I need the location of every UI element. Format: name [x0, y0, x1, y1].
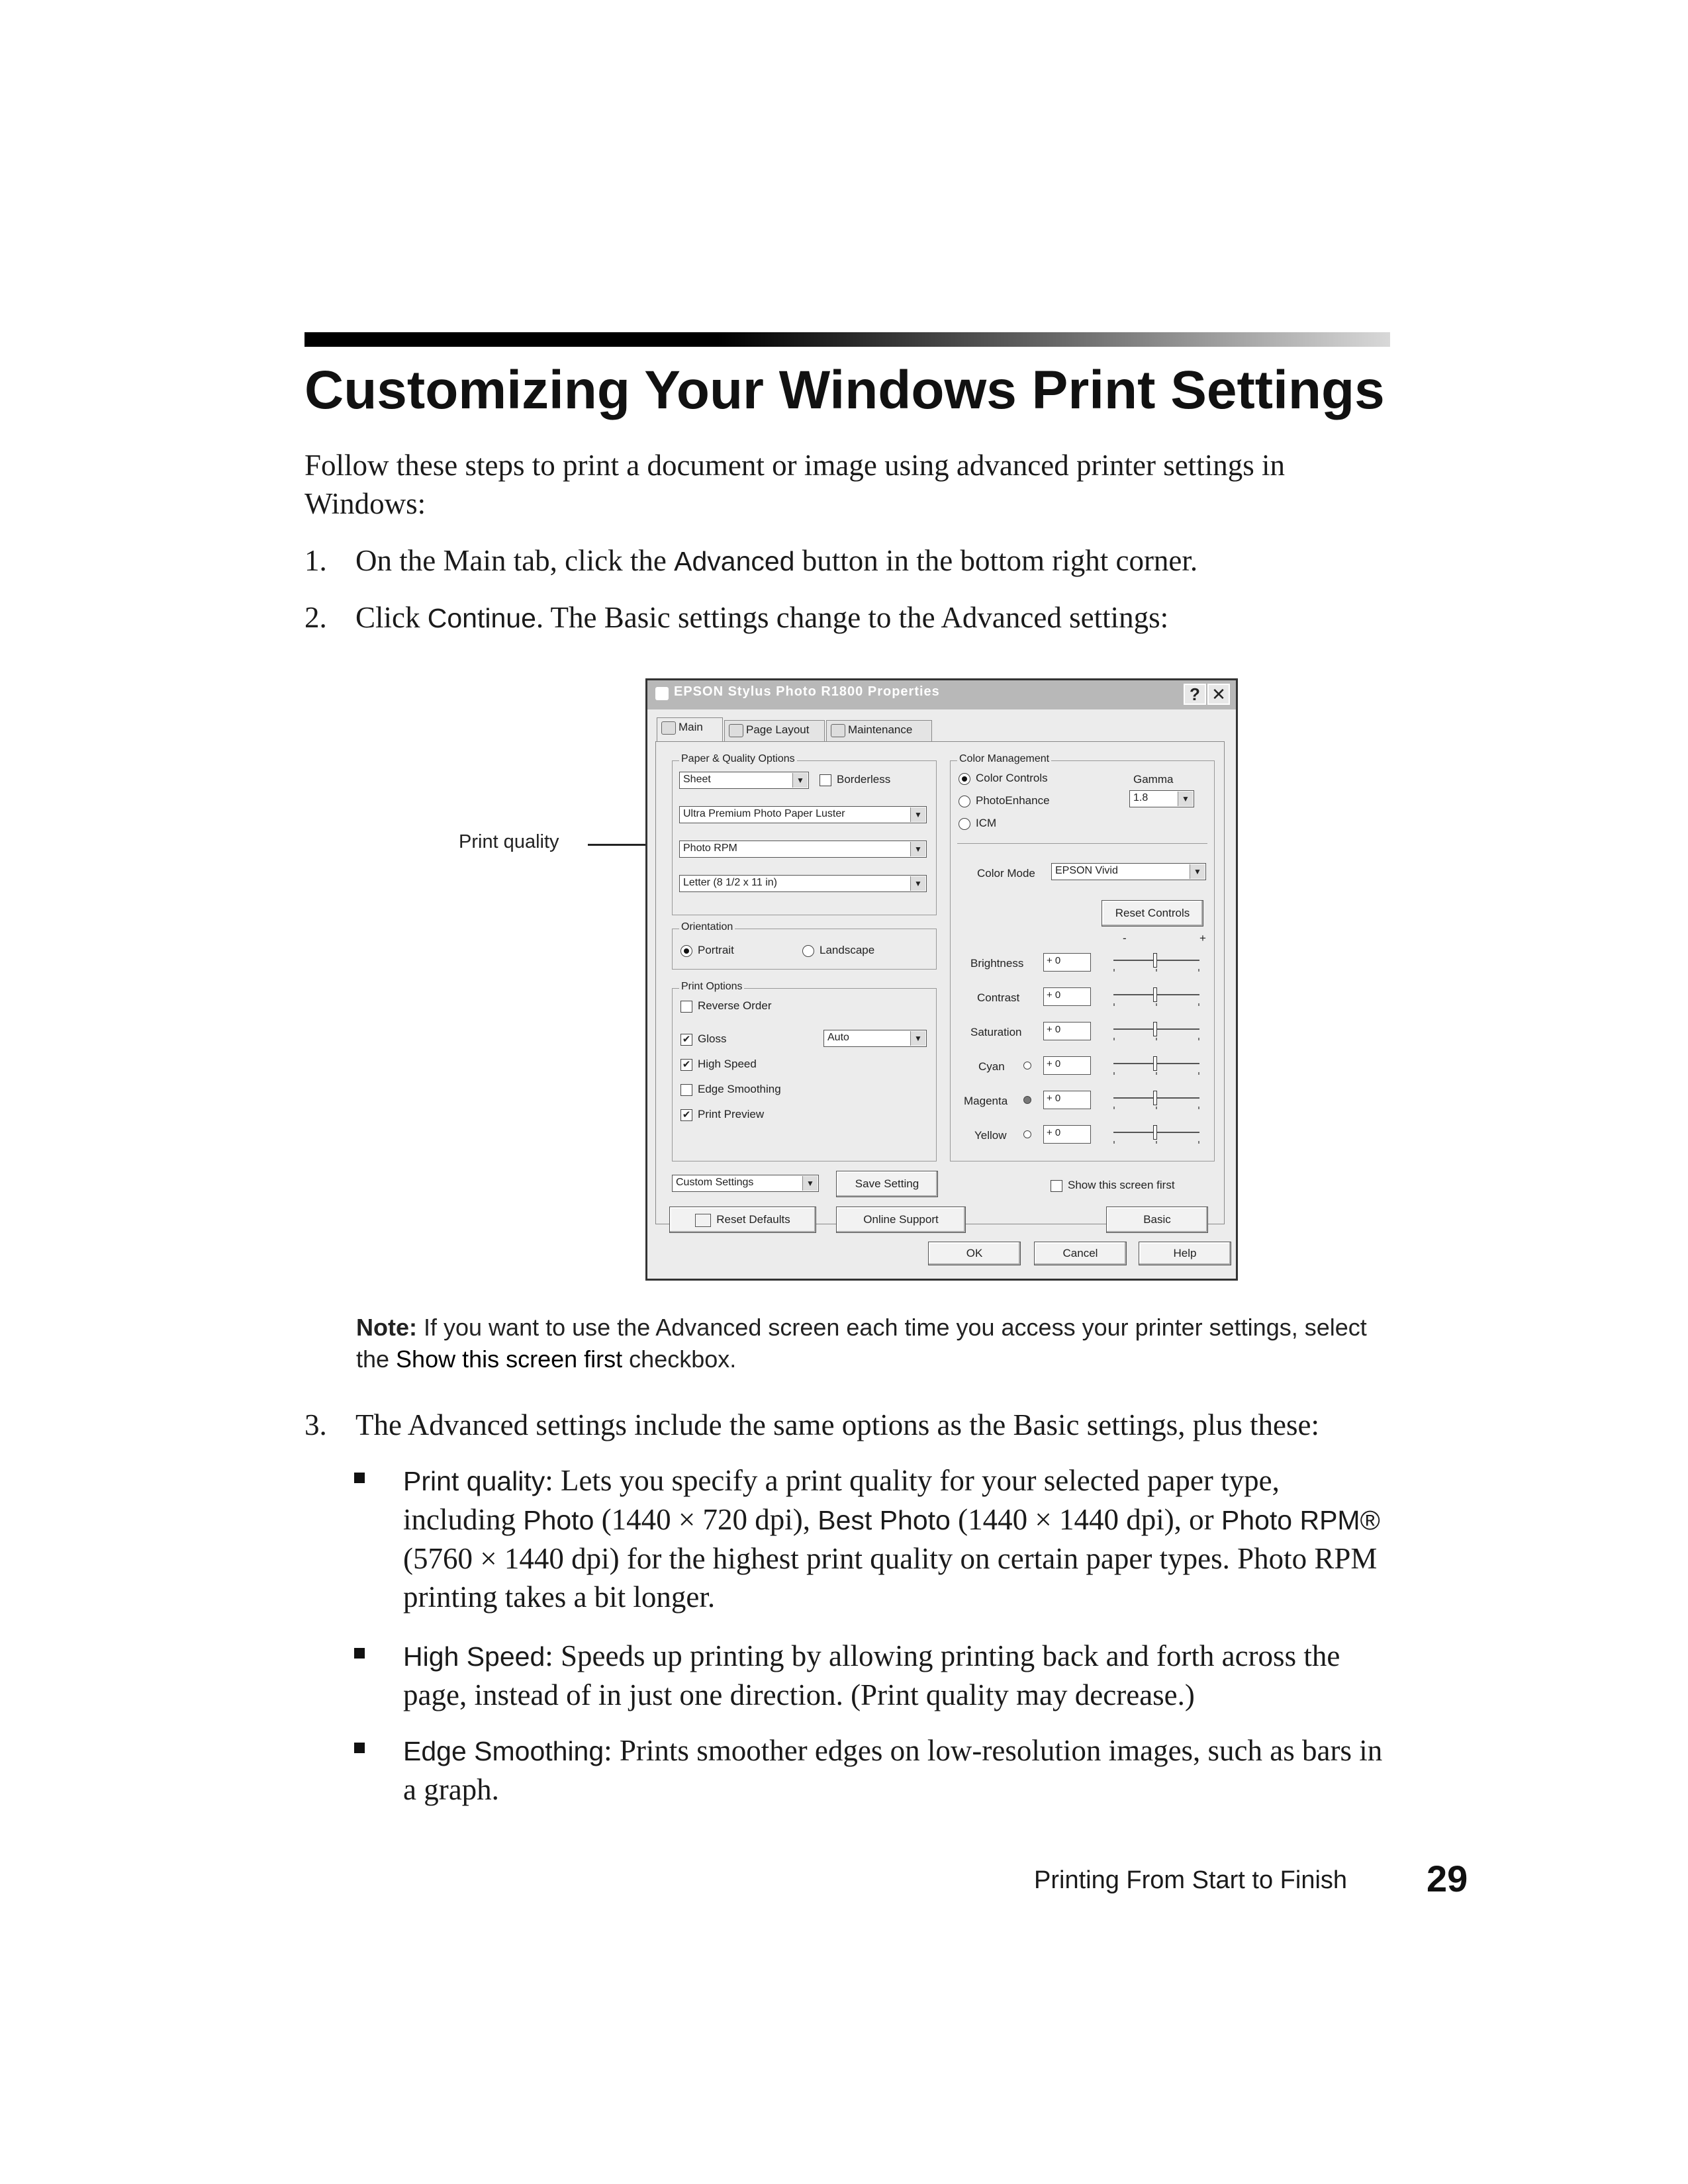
online-support-button[interactable]: Online Support: [836, 1206, 966, 1233]
high-speed-label: High Speed: [698, 1058, 757, 1070]
yellow-slider[interactable]: [1113, 1124, 1199, 1144]
chevron-down-icon: ▼: [1178, 792, 1193, 806]
saturation-label: Saturation: [970, 1026, 1022, 1038]
saturation-value[interactable]: + 0: [1043, 1022, 1091, 1040]
brightness-value[interactable]: + 0: [1043, 953, 1091, 972]
color-mode-select[interactable]: EPSON Vivid ▼: [1051, 863, 1206, 880]
gloss-checkbox[interactable]: ✔: [680, 1034, 692, 1046]
chevron-down-icon: ▼: [792, 773, 808, 788]
edge-smoothing-checkbox[interactable]: [680, 1084, 692, 1096]
color-controls-label: Color Controls: [976, 772, 1048, 784]
borderless-checkbox[interactable]: [820, 774, 831, 786]
step-text: button in the bottom right corner.: [794, 544, 1198, 577]
yellow-value[interactable]: + 0: [1043, 1125, 1091, 1144]
printer-icon: [655, 687, 669, 700]
cyan-value[interactable]: + 0: [1043, 1056, 1091, 1075]
magenta-dot-icon: [1023, 1096, 1031, 1104]
dialog-titlebar: [647, 680, 1236, 709]
continue-button-ref: Continue: [427, 603, 536, 633]
group-label: Paper & Quality Options: [679, 753, 797, 765]
group-label: Print Options: [679, 981, 744, 993]
bullet-term: Edge Smoothing: [403, 1736, 604, 1766]
landscape-radio[interactable]: [802, 945, 814, 957]
orientation-group: [672, 921, 937, 970]
bullet-square-icon: [354, 1743, 365, 1753]
landscape-label: Landscape: [820, 944, 875, 956]
reset-defaults-button[interactable]: Reset Defaults: [669, 1206, 816, 1233]
borderless-label: Borderless: [837, 773, 891, 786]
brightness-label: Brightness: [970, 957, 1024, 970]
bullet-edge-smoothing: Edge Smoothing: Prints smoother edges on low-resolution images, such as bars in a graph.: [403, 1734, 1383, 1806]
photoenhance-label: PhotoEnhance: [976, 794, 1050, 807]
step-1: [305, 541, 1430, 580]
gloss-select[interactable]: Auto ▼: [823, 1030, 927, 1047]
intro-paragraph: Follow these steps to print a document or image using advanced printer settings in Windows:: [305, 449, 1285, 520]
portrait-label: Portrait: [698, 944, 734, 956]
gloss-label: Gloss: [698, 1032, 727, 1045]
color-controls-radio[interactable]: [959, 773, 970, 785]
page-title: Customizing Your Windows Print Settings: [305, 360, 1385, 420]
magenta-label: Magenta: [964, 1095, 1008, 1107]
note-label: Note:: [356, 1314, 417, 1341]
cyan-dot-icon: [1023, 1062, 1031, 1069]
gamma-select[interactable]: 1.8 ▼: [1129, 790, 1194, 807]
reset-controls-button[interactable]: Reset Controls: [1102, 900, 1203, 927]
paper-type-select[interactable]: Ultra Premium Photo Paper Luster ▼: [679, 806, 927, 823]
chevron-down-icon: ▼: [910, 842, 925, 856]
print-options-group: [672, 981, 937, 1161]
magenta-value[interactable]: + 0: [1043, 1091, 1091, 1109]
yellow-label: Yellow: [974, 1129, 1007, 1142]
step-number: 3.: [305, 1408, 327, 1441]
plus-label: +: [1199, 932, 1206, 944]
edge-smoothing-label: Edge Smoothing: [698, 1083, 781, 1095]
chevron-down-icon: ▼: [1190, 864, 1205, 879]
callout-label: Print quality: [459, 831, 559, 852]
reverse-order-checkbox[interactable]: [680, 1001, 692, 1013]
step-text: Click: [355, 601, 428, 634]
show-screen-first-ref: Show this screen first: [396, 1345, 623, 1373]
paper-size-select[interactable]: Letter (8 1/2 x 11 in) ▼: [679, 875, 927, 892]
tab-main[interactable]: Main: [657, 717, 723, 741]
page-number: 29: [1427, 1858, 1468, 1899]
ok-button[interactable]: OK: [928, 1242, 1021, 1265]
brightness-slider[interactable]: [1113, 952, 1199, 972]
chevron-down-icon: ▼: [802, 1176, 818, 1191]
show-screen-first-label: Show this screen first: [1068, 1179, 1175, 1191]
high-speed-checkbox[interactable]: ✔: [680, 1059, 692, 1071]
gamma-label: Gamma: [1133, 773, 1174, 786]
reset-defaults-icon: [695, 1214, 711, 1227]
dialog-title: EPSON Stylus Photo R1800 Properties: [674, 684, 940, 699]
step-2: [305, 598, 1430, 637]
cancel-button[interactable]: Cancel: [1034, 1242, 1127, 1265]
icm-label: ICM: [976, 817, 997, 829]
minus-label: -: [1123, 932, 1127, 944]
step-text: The Advanced settings include the same options as the Basic settings, plus these:: [355, 1408, 1319, 1441]
custom-settings-select[interactable]: Custom Settings ▼: [672, 1175, 819, 1192]
color-mode-label: Color Mode: [977, 867, 1035, 880]
maintenance-icon: [831, 724, 845, 737]
step-number: 1.: [305, 544, 327, 577]
print-preview-label: Print Preview: [698, 1108, 765, 1120]
photoenhance-radio[interactable]: [959, 796, 970, 807]
chevron-down-icon: ▼: [910, 1031, 925, 1046]
chevron-down-icon: ▼: [910, 876, 925, 891]
bullet-term: High Speed: [403, 1641, 545, 1672]
reverse-order-label: Reverse Order: [698, 999, 772, 1012]
close-icon[interactable]: ✕: [1207, 684, 1230, 705]
group-label: Orientation: [679, 921, 735, 933]
cyan-label: Cyan: [978, 1060, 1005, 1073]
step-3: [305, 1406, 1430, 1444]
heading-rule: [305, 332, 1390, 347]
contrast-label: Contrast: [977, 991, 1020, 1004]
main-tab-icon: [661, 721, 676, 735]
step-text: On the Main tab, click the: [355, 544, 675, 577]
bullet-high-speed: High Speed: Speeds up printing by allowing printing back and forth across the page, instead of in just one direction. (Print quality may decrease.): [403, 1639, 1340, 1711]
cyan-slider[interactable]: [1113, 1055, 1199, 1075]
tab-maintenance[interactable]: Maintenance: [826, 720, 932, 741]
tab-page-layout[interactable]: Page Layout: [724, 720, 825, 741]
contrast-slider[interactable]: [1113, 986, 1199, 1006]
bullet-square-icon: [354, 1473, 365, 1483]
yellow-dot-icon: [1023, 1130, 1031, 1138]
basic-button[interactable]: Basic: [1106, 1206, 1208, 1233]
bullet-square-icon: [354, 1648, 365, 1659]
magenta-slider[interactable]: [1113, 1089, 1199, 1109]
save-setting-button[interactable]: Save Setting: [836, 1171, 938, 1197]
main-tab-panel: [655, 741, 1225, 1224]
bullet-print-quality: Print quality: Lets you specify a print quality for your selected paper type, including Photo (1440 × 720 dpi), Best Photo (1440 × 1440 dpi), or Photo RPM® (5760 × 1440 dpi) for the highest print quality on certain paper types. Photo RPM printing takes a bit longer.: [403, 1464, 1380, 1614]
portrait-radio[interactable]: [680, 945, 692, 957]
show-screen-first-checkbox[interactable]: [1051, 1180, 1062, 1192]
contrast-value[interactable]: + 0: [1043, 987, 1091, 1006]
advanced-button-ref: Advanced: [674, 546, 795, 576]
chevron-down-icon: ▼: [910, 807, 925, 822]
saturation-slider[interactable]: [1113, 1021, 1199, 1040]
print-preview-checkbox[interactable]: ✔: [680, 1109, 692, 1121]
group-label: Color Management: [957, 753, 1051, 765]
printer-properties-dialog: [645, 678, 1238, 1281]
color-management-group: [950, 753, 1215, 1161]
note-paragraph: Note: If you want to use the Advanced screen each time you access your printer settings, select the Show this screen first checkbox.: [356, 1314, 1367, 1373]
divider: [957, 843, 1207, 844]
step-text: . The Basic settings change to the Advanced settings:: [536, 601, 1169, 634]
step-number: 2.: [305, 601, 327, 634]
bullet-term: Print quality: [403, 1466, 545, 1496]
help-button[interactable]: Help: [1139, 1242, 1231, 1265]
print-quality-select[interactable]: Photo RPM ▼: [679, 841, 927, 858]
footer-section-title: Printing From Start to Finish: [1034, 1866, 1348, 1894]
paper-source-select[interactable]: Sheet ▼: [679, 772, 809, 789]
help-icon[interactable]: ?: [1184, 684, 1206, 705]
paper-quality-group: [672, 753, 937, 915]
page-layout-icon: [729, 724, 743, 737]
icm-radio[interactable]: [959, 818, 970, 830]
